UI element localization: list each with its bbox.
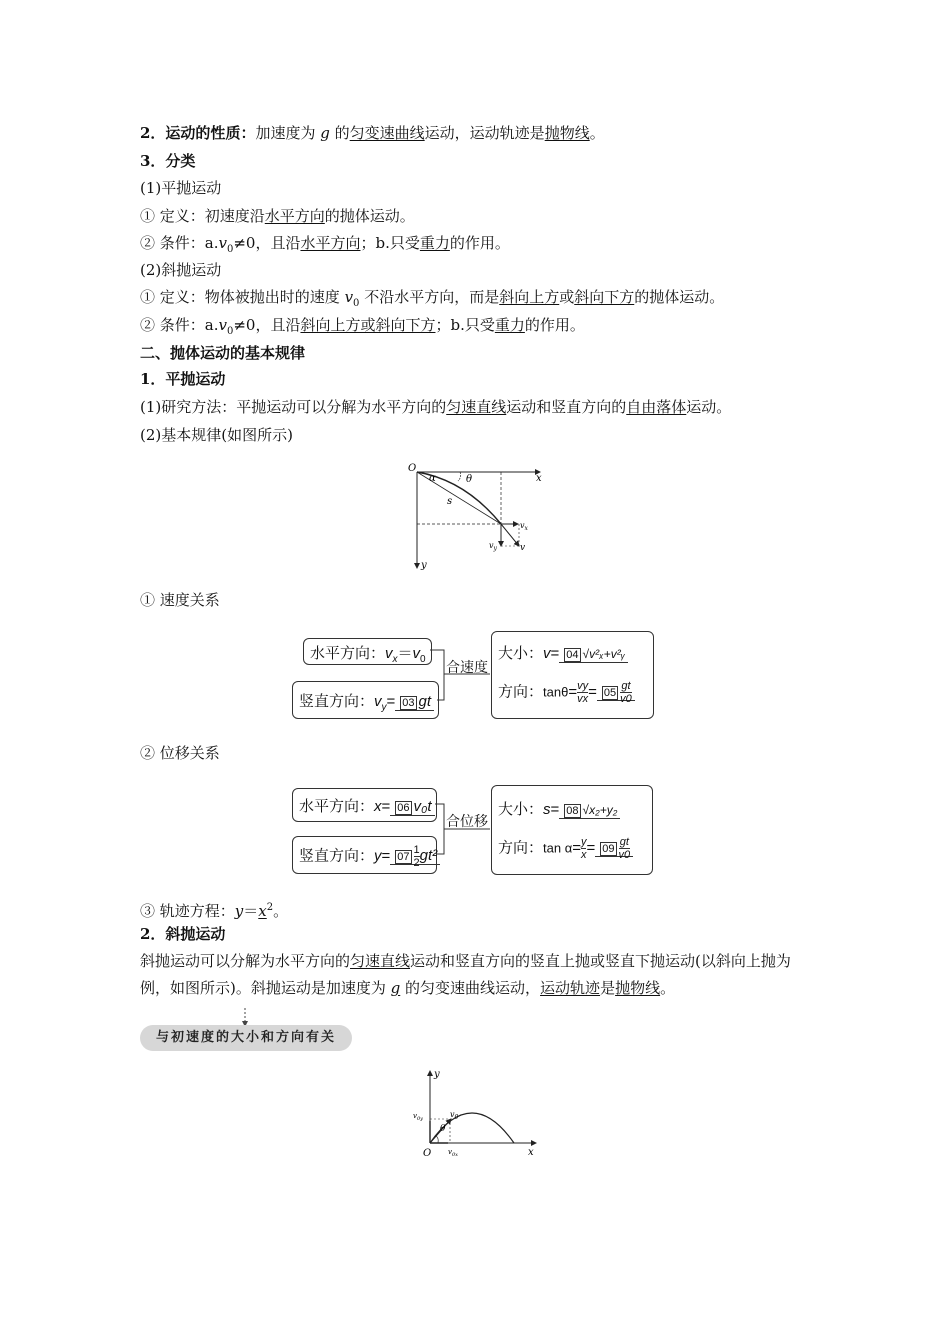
label: 水平方向：	[310, 645, 386, 662]
horizontal-projectile-heading: 1．平抛运动	[140, 370, 226, 388]
text: 的	[334, 124, 350, 142]
oblique-paragraph	[140, 948, 820, 1002]
superscript: 2	[266, 902, 274, 913]
theta-arc	[436, 1136, 438, 1143]
answer-underline: 抛物线	[544, 124, 590, 142]
answer-number: 08	[566, 805, 579, 817]
answer-number: 09	[602, 843, 615, 856]
text: ① 定义：物体被抛出时的速度	[140, 288, 340, 306]
v-symbol: v	[218, 316, 227, 334]
text: 加速度为	[255, 124, 316, 142]
disp-vertical-box	[292, 836, 437, 874]
frac-top: y	[580, 836, 587, 848]
label: 竖直方向：	[299, 693, 375, 710]
frac-bottom: 2	[413, 857, 420, 869]
answer-underline: g	[390, 979, 401, 997]
answer-number: 05	[603, 687, 617, 700]
text: 不沿水平方向，而是	[364, 288, 500, 306]
answer: v0	[620, 693, 632, 705]
subscript: 0	[226, 326, 234, 337]
basic-law: (2)基本规律(如图所示)	[140, 426, 293, 444]
label: 方向：	[498, 839, 544, 857]
answer: gt	[418, 693, 432, 710]
oblique-projectile-diagram	[410, 1065, 540, 1160]
x-label: x	[528, 1147, 534, 1158]
disp-horizontal-box	[292, 788, 437, 822]
equals: =	[588, 683, 597, 701]
frac-top: vy	[577, 680, 589, 692]
math: v	[374, 693, 382, 710]
nature-line	[140, 123, 605, 143]
theta-label: θ	[440, 1124, 446, 1134]
text: 的作用。	[449, 234, 510, 252]
math: tan α	[543, 840, 573, 856]
v0-label: $v_0$	[450, 1110, 459, 1121]
text: 。	[589, 124, 605, 142]
nature-heading: 2．运动的性质：	[140, 124, 256, 142]
answer-number: 04	[566, 649, 579, 661]
text: ② 条件：a.	[140, 316, 219, 334]
label: 竖直方向：	[299, 847, 375, 865]
text: 运动，运动轨迹是	[424, 124, 545, 142]
text: ≠0，且沿	[233, 234, 301, 252]
answer-underline: 重力	[419, 234, 450, 252]
answer-underline: 斜向上方	[499, 288, 560, 306]
vel-result-box	[491, 631, 654, 719]
y-label: y	[421, 560, 427, 571]
v0y-label: $v_{0y}$	[413, 1112, 423, 1122]
answer-underline: 斜向上方或斜向下方	[300, 316, 436, 334]
answer-number: 03	[402, 697, 415, 709]
g-symbol: g	[320, 124, 330, 142]
equals: =	[568, 683, 578, 701]
text: 运动和竖直方向的	[506, 398, 627, 416]
answer: gt²	[419, 847, 438, 865]
equals: =	[550, 801, 560, 818]
answer-underline: 匀变速曲线	[349, 124, 425, 142]
section-two-heading: 二、抛体运动的基本规律	[140, 344, 306, 362]
y-label: y	[434, 1069, 440, 1080]
answer: v0	[618, 849, 631, 861]
v0x-label: $v_{0x}$	[448, 1148, 458, 1158]
text: 斜抛运动可以分解为水平方向的	[140, 952, 351, 970]
math: y	[374, 847, 382, 865]
v-label: v	[520, 543, 526, 553]
annotation-tag: 与初速度的大小和方向有关	[140, 1025, 352, 1051]
math: x	[374, 798, 382, 815]
answer: gt	[621, 680, 631, 692]
answer-underline: 自由落体	[626, 398, 687, 416]
vy-label: $v_y$	[489, 541, 497, 552]
v-symbol: v	[218, 234, 227, 252]
vel-horizontal-box	[303, 638, 432, 665]
answer-underline: 水平方向	[264, 207, 325, 225]
frac-top: 1	[413, 844, 420, 856]
label: 方向：	[498, 683, 544, 701]
projectile-definition	[140, 206, 415, 226]
answer: √v²ₓ+v²ᵧ	[582, 647, 626, 661]
equals: =	[386, 693, 396, 710]
answer-underline: 抛物线	[615, 979, 661, 997]
projectile-condition	[140, 233, 510, 260]
text: 的抛体运动。	[634, 288, 725, 306]
answer: √x₂+y₂	[582, 803, 618, 817]
text: 运动。	[686, 398, 732, 416]
math: tanθ	[543, 684, 569, 700]
text: ① 定义：初速度沿	[140, 207, 265, 225]
subscript: 0	[226, 244, 234, 255]
math: v	[385, 645, 393, 662]
equals: =	[381, 847, 391, 865]
text: 。	[273, 902, 289, 920]
equals: =	[550, 645, 560, 662]
label: 大小：	[498, 801, 544, 818]
text: 的匀变速曲线运动，	[405, 979, 541, 997]
s-label: s	[447, 496, 453, 507]
label: 水平方向：	[299, 798, 375, 815]
equals: =	[572, 839, 581, 857]
horizontal-projectile-diagram	[400, 460, 550, 575]
vel-vertical-box	[292, 681, 439, 719]
origin-label: O	[408, 463, 417, 474]
label: 大小：	[498, 645, 544, 662]
answer-underline: 匀速直线	[446, 398, 507, 416]
equals: ＝	[397, 645, 413, 662]
displacement-relation-title: ② 位移关系	[140, 744, 220, 762]
text: 。	[660, 979, 676, 997]
answer-underline: 水平方向	[300, 234, 361, 252]
math: s	[543, 801, 551, 818]
text: 的抛体运动。	[324, 207, 415, 225]
trajectory-equation	[140, 898, 288, 921]
text: ；b.只受	[435, 316, 495, 334]
equals: =	[381, 798, 391, 815]
vx-label: $v_x$	[520, 521, 528, 532]
research-method	[140, 397, 731, 417]
origin-label: O	[423, 1148, 432, 1159]
answer-underline: 重力	[494, 316, 525, 334]
oblique-projectile-heading: 2．斜抛运动	[140, 925, 226, 943]
classification-heading: 3．分类	[140, 152, 196, 170]
text: (1)研究方法：平抛运动可以分解为水平方向的	[140, 398, 447, 416]
oblique-title: (2)斜抛运动	[140, 261, 222, 279]
equals: =	[586, 839, 596, 857]
oblique-condition	[140, 315, 585, 342]
subscript: y	[381, 702, 387, 713]
math: v	[412, 645, 421, 662]
math: v	[543, 645, 551, 662]
equals: ＝	[243, 902, 259, 920]
v-arrow	[501, 524, 519, 546]
oblique-definition	[140, 287, 724, 314]
text: 运动和竖直方向的竖直上抛或竖直下抛运动(以斜向上抛为例，如图所示)。斜抛运动是加速度为	[140, 952, 791, 997]
velocity-relation-title: ① 速度关系	[140, 591, 220, 609]
text: 是	[600, 979, 616, 997]
answer-underline: 匀速直线	[350, 952, 411, 970]
answer-number: 07	[397, 851, 410, 864]
subscript: x	[392, 654, 398, 665]
frac-bottom: vx	[577, 693, 589, 705]
answer: v₀t	[413, 798, 432, 815]
disp-result-box	[491, 785, 653, 875]
text: ≠0，且沿	[233, 316, 301, 334]
projectile-title: (1)平抛运动	[140, 179, 222, 197]
alpha-label: α	[429, 473, 436, 484]
vel-connector-label: 合速度	[446, 659, 488, 675]
v-symbol: v	[344, 288, 354, 306]
subscript: 0	[353, 298, 360, 309]
theta-arc	[458, 472, 461, 481]
x-label: x	[536, 473, 542, 484]
text: 或	[559, 288, 575, 306]
answer-underline: x	[258, 902, 267, 920]
answer: gt	[619, 836, 629, 848]
text: 的作用。	[524, 316, 585, 334]
theta-label: θ	[466, 474, 473, 485]
answer-number: 06	[397, 802, 410, 814]
answer-underline: 运动轨迹	[540, 979, 601, 997]
subscript: 0	[420, 654, 426, 665]
text: ；b.只受	[360, 234, 420, 252]
disp-connector-label: 合位移	[446, 813, 488, 829]
math: y	[234, 902, 244, 920]
text: ③ 轨迹方程：	[140, 902, 235, 920]
frac-bottom: x	[580, 849, 587, 861]
answer-underline: 斜向下方	[574, 288, 635, 306]
text: ② 条件：a.	[140, 234, 219, 252]
